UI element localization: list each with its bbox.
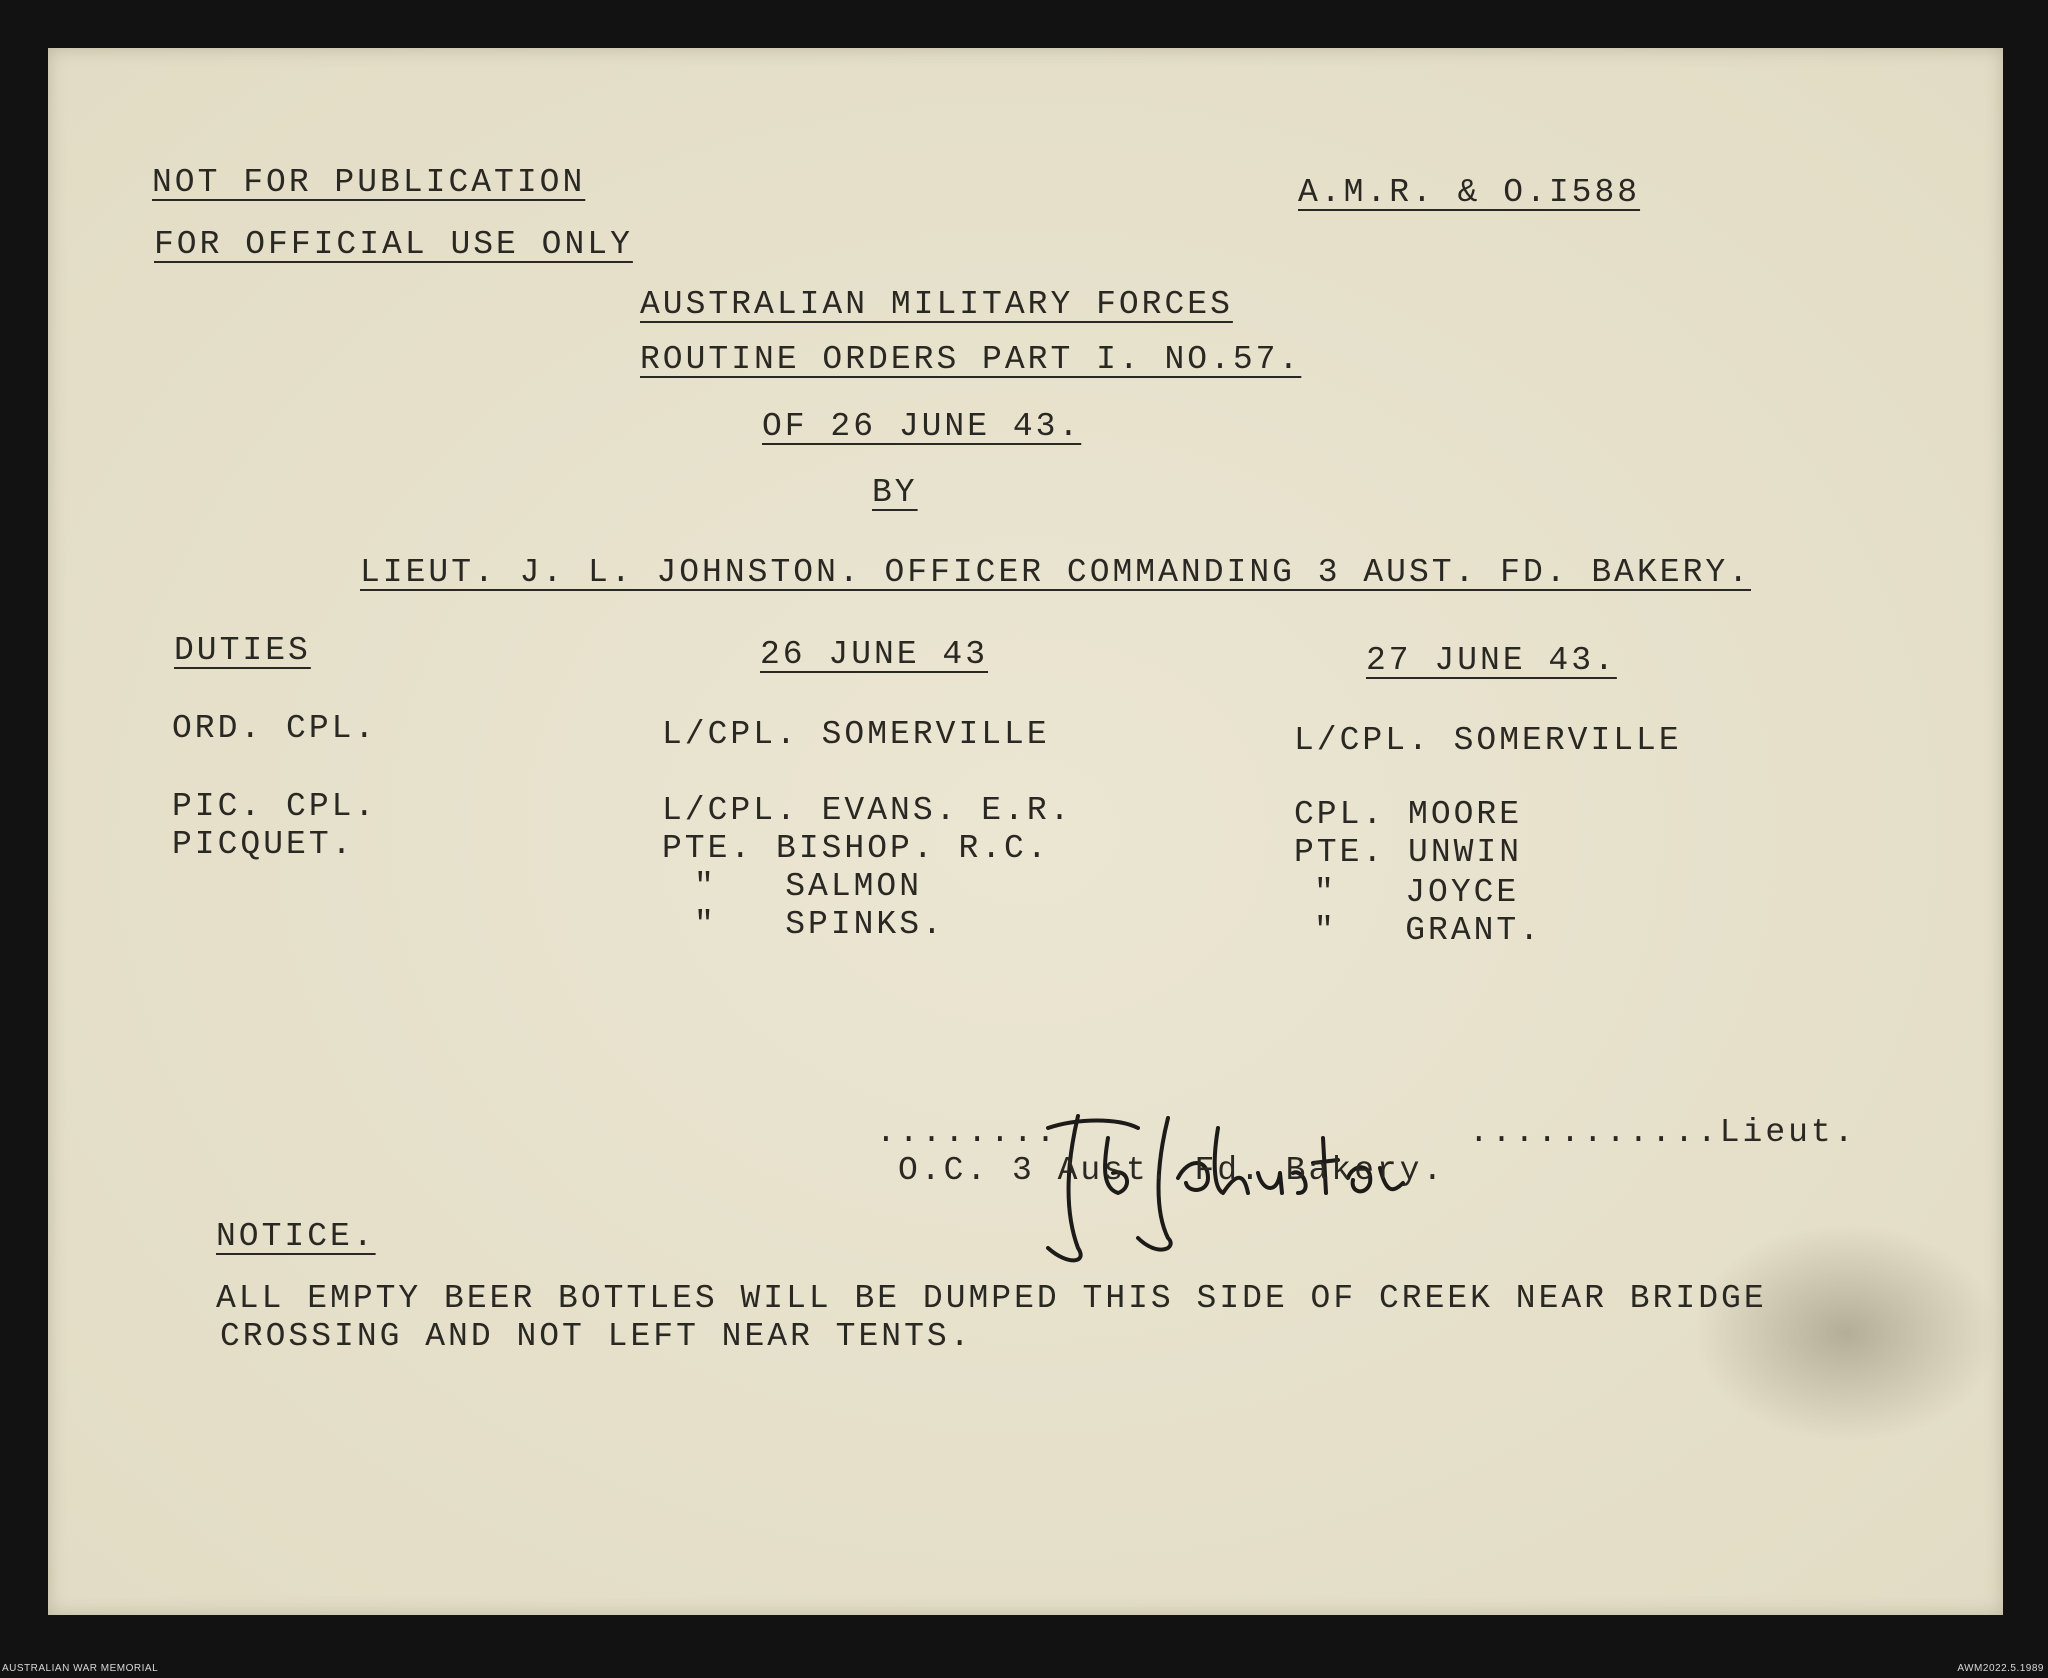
duties-header: DUTIES <box>174 632 311 669</box>
signature-dots-line: ........ ...........Lieut. <box>876 1114 1857 1151</box>
duty-name: PICQUET. <box>172 826 355 863</box>
duty-assignee-day2: CPL. MOORE <box>1294 796 1523 833</box>
duty-assignee-day2: " JOYCE <box>1314 874 1520 911</box>
duty-assignee-day1: L/CPL. EVANS. E.R. <box>662 792 1073 829</box>
title-line-4: BY <box>872 474 918 511</box>
title-line-5: LIEUT. J. L. JOHNSTON. OFFICER COMMANDING 3 AUST. FD. BAKERY. <box>360 554 1751 591</box>
title-line-2: ROUTINE ORDERS PART I. NO.57. <box>640 341 1302 378</box>
duty-assignee-day2: PTE. UNWIN <box>1294 834 1523 871</box>
footer-left: AUSTRALIAN WAR MEMORIAL <box>2 1663 159 1674</box>
title-line-3: OF 26 JUNE 43. <box>762 408 1082 445</box>
duty-assignee-day1: L/CPL. SOMERVILLE <box>662 716 1050 753</box>
signature-unit: O.C. 3 Aust. Fd. Bakery. <box>898 1152 1446 1189</box>
duty-name: ORD. CPL. <box>172 710 378 747</box>
duty-assignee-day1: " SALMON <box>694 868 923 905</box>
document-page <box>48 48 2003 1615</box>
footer-right: AWM2022.5.1989 <box>1957 1663 2044 1674</box>
duty-assignee-day2: L/CPL. SOMERVILLE <box>1294 722 1682 759</box>
duty-assignee-day1: PTE. BISHOP. R.C. <box>662 830 1050 867</box>
duty-assignee-day1: " SPINKS. <box>694 906 945 943</box>
official-use-label: FOR OFFICIAL USE ONLY <box>154 226 633 263</box>
reference-number: A.M.R. & O.I588 <box>1298 174 1641 211</box>
duty-name: PIC. CPL. <box>172 788 378 825</box>
date-header-2: 27 JUNE 43. <box>1366 642 1617 679</box>
notice-line-1: ALL EMPTY BEER BOTTLES WILL BE DUMPED THIS SIDE OF CREEK NEAR BRIDGE <box>216 1280 1767 1317</box>
notice-heading: NOTICE. <box>216 1218 376 1255</box>
not-for-publication: NOT FOR PUBLICATION <box>152 164 586 201</box>
date-header-1: 26 JUNE 43 <box>760 636 989 673</box>
notice-line-2: CROSSING AND NOT LEFT NEAR TENTS. <box>220 1318 973 1355</box>
duty-assignee-day2: " GRANT. <box>1314 912 1543 949</box>
title-line-1: AUSTRALIAN MILITARY FORCES <box>640 286 1233 323</box>
